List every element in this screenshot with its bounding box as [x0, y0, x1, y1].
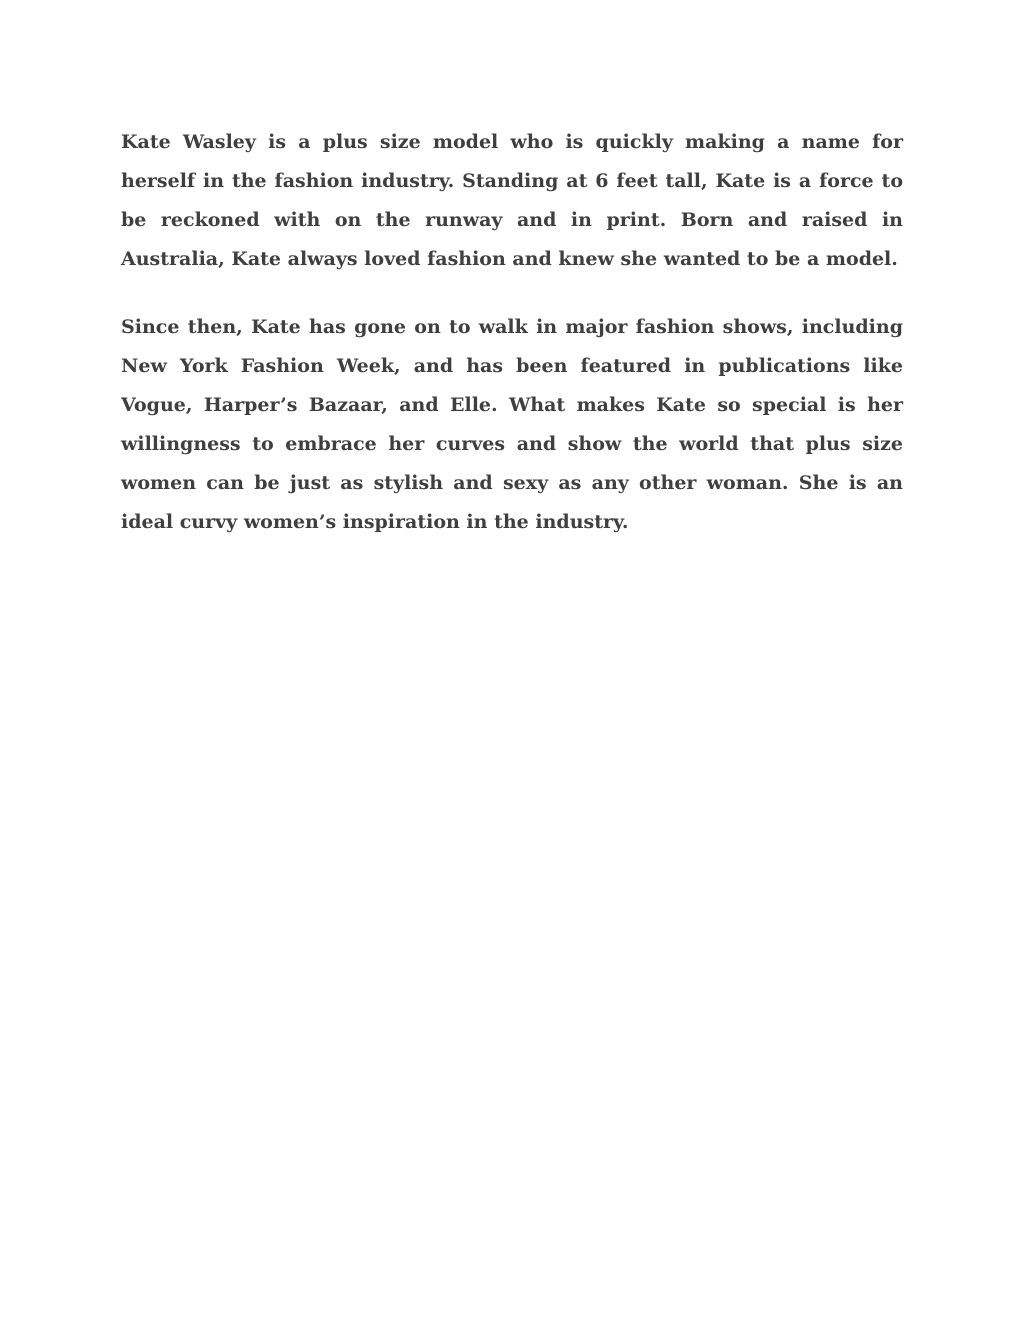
paragraph-career: Since then, Kate has gone on to walk in major fashion shows, including New York Fashion Week, and has been featured in publications like Vogue, Harper’s Bazaar, and Elle. What makes Kate so special is her willingness to embrace her curves and show the world that plus size women can be just as stylish and sexy as any other woman. She is an ideal curvy women’s inspiration in the industry. [121, 316, 903, 533]
paragraph-intro: Kate Wasley is a plus size model who is quickly making a name for herself in the fashion industry. Standing at 6 feet tall, Kate is a force to be reckoned with on the runway and in print. Born and raised in Australia, Kate always loved fashion and knew she wanted to be a model. [121, 131, 903, 270]
document-body [121, 123, 903, 571]
